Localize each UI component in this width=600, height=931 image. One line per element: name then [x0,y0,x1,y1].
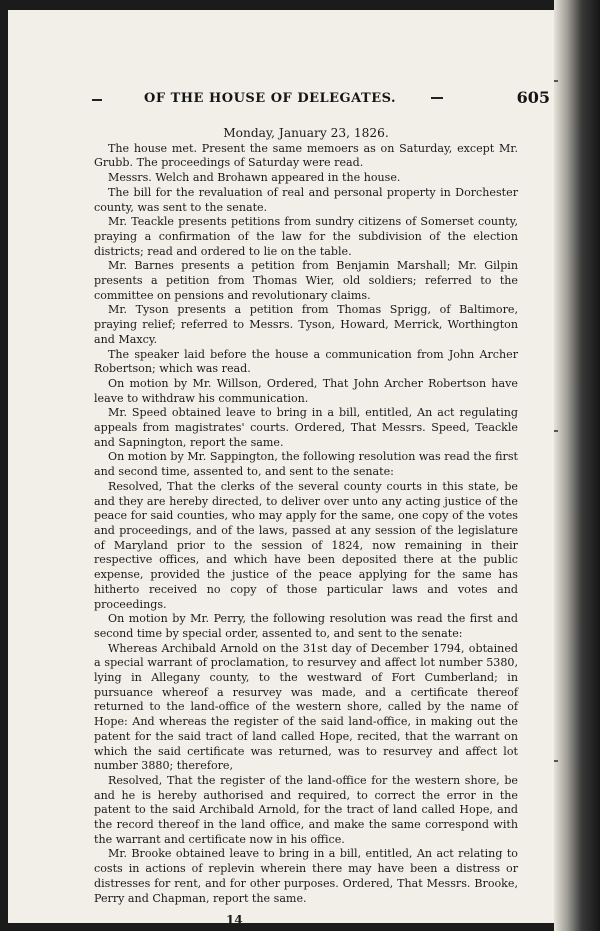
header-dash-right [431,97,443,99]
edge-mark [554,80,558,82]
paragraph: On motion by Mr. Willson, Ordered, That John Archer Robertson have leave to withdraw his communication. [94,376,518,405]
paragraph: Mr. Tyson presents a petition from Thomas Sprigg, of Baltimore, praying relief; referred to Messrs. Tyson, Howard, Merrick, Worthington and Maxcy. [94,303,518,346]
paragraph: Resolved, That the clerks of the several county courts in this state, be and they are hereby directed, to deliver over unto any acting justice of the peace for said counties, who may apply for the same, one copy of the votes and proceedings, and of the laws, passed at any session of the legislature of Maryland prior to the session of 1824, now remaining in their respective offices, and which have been deposited there at the public expense, provided the justice of the peace applying for the same has hitherto received no copy of those particular laws and votes and proceedings. [94,479,518,611]
page-header [86,88,554,112]
paragraph: Mr. Brooke obtained leave to bring in a bill, entitled, An act relating to costs in actions of replevin wherein there may have been a distress or distresses for rent, and for other purposes. Ordered, That Messrs. Brooke, Perry and Chapman, report the same. [94,847,518,905]
journal-body [94,126,518,906]
header-dash-left [92,99,102,101]
paragraph: Mr. Barnes presents a petition from Benjamin Marshall; Mr. Gilpin presents a petition from Thomas Wier, old soldiers; referred to the committee on pensions and revolutionary claims. [94,259,518,302]
paragraph: The speaker laid before the house a communication from John Archer Robertson; which was read. [94,347,518,376]
edge-mark [554,430,558,432]
paragraph: The bill for the revaluation of real and personal property in Dorchester county, was sent to the senate. [94,185,518,214]
running-head: OF THE HOUSE OF DELEGATES. [144,91,397,106]
paragraph: Mr. Teackle presents petitions from sundry citizens of Somerset county, praying a confirmation of the law for the subdivision of the election districts; read and ordered to lie on the table. [94,215,518,258]
page-edge-shadow [554,0,600,931]
paragraph: Mr. Speed obtained leave to bring in a bill, entitled, An act regulating appeals from magistrates' courts. Ordered, That Messrs. Speed, Teackle and Sapnington, report the same. [94,406,518,449]
page-number: 605 [516,88,550,107]
paragraph: Whereas Archibald Arnold on the 31st day of December 1794, obtained a special warrant of proclamation, to resurvey and affect lot number 5380, lying in Allegany county, to the westward of Fort Cumberland; in pursuance whereof a resurvey was made, and a certificate thereof returned to the land-office of the western shore, called by the name of Hope: And whereas the register of the said land-office, in making out the patent for the said tract of land called Hope, recited, that the warrant on which the said certificate was returned, was to resurvey and affect lot number 3880; therefore, [94,641,518,773]
paragraph: Resolved, That the register of the land-office for the western shore, be and he is hereby authorised and required, to correct the error in the patent to the said Archibald Arnold, for the tract of land called Hope, and the record thereof in the land office, and make the same correspond with the warrant and certificate now in his office. [94,773,518,846]
paragraph: Messrs. Welch and Brohawn appeared in the house. [108,171,401,185]
journal-date: Monday, January 23, 1826. [223,126,389,140]
paragraph: The house met. Present the same memoers as on Saturday, except Mr. Grubb. The proceedings of Saturday were read. [94,141,518,170]
paragraph: On motion by Mr. Perry, the following resolution was read the first and second time by special order, assented to, and sent to the senate: [94,612,518,640]
paragraph: On motion by Mr. Sappington, the following resolution was read the first and second time, assented to, and sent to the senate: [94,450,518,479]
document-page [8,10,554,923]
signature-mark: 14 [226,913,243,923]
edge-mark [554,760,558,762]
